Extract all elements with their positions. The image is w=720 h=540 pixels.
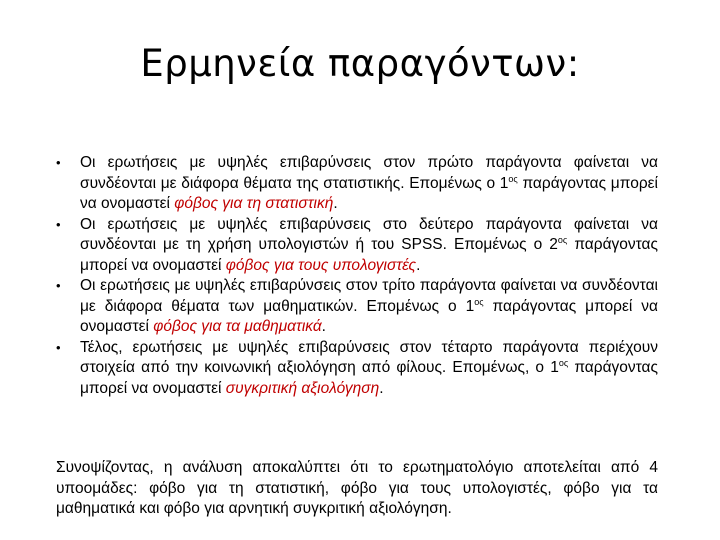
ordinal-suffix: ος: [474, 296, 484, 307]
bullet-text-continued: παράγοντας μπορεί να ονομαστεί: [80, 236, 658, 274]
ordinal-suffix: ος: [508, 173, 518, 184]
bullet-text-continued: παράγοντας μπορεί να ονομαστεί: [80, 174, 658, 212]
bullet-period: .: [333, 195, 338, 212]
slide-title: Ερμηνεία παραγόντων:: [140, 42, 580, 85]
bullet-dot: •: [56, 155, 61, 170]
bullet-item-3: [56, 276, 658, 338]
summary-paragraph: Συνοψίζοντας, η ανάλυση αποκαλύπτει ότι το ερωτηματολόγιο αποτελείται από 4 υποομάδες: φόβο για τη στατιστική, φόβο για τους υπολογιστές, φόβο για τα μαθηματικά και φόβο για αρνητική συγκριτική αξιολόγηση.: [56, 459, 658, 517]
factor-name-highlight: συγκριτική αξιολόγηση: [225, 379, 380, 397]
bullet-dot: •: [56, 339, 61, 355]
factor-name-highlight: φόβος για τη στατιστική: [174, 195, 334, 212]
bullet-period: .: [321, 318, 326, 335]
bullet-period: .: [416, 256, 421, 274]
bullet-period: .: [379, 379, 384, 397]
ordinal-suffix: ος: [557, 235, 568, 245]
bullet-item-1: [56, 153, 658, 215]
bullet-item-4: [56, 338, 658, 400]
bullet-dot: •: [56, 216, 61, 232]
bullet-text: Οι ερωτήσεις με υψηλές επιβαρύνσεις στο δεύτερο παράγοντα φαίνεται να συνδέονται με τη χρήση υπολογιστών ή του SPSS. Επομένως ο 2: [80, 215, 658, 253]
factor-name-highlight: φόβος για τους υπολογιστές: [225, 256, 417, 274]
bullet-item-2: [56, 215, 658, 277]
bullet-text: Οι ερωτήσεις με υψηλές επιβαρύνσεις στον τρίτο παράγοντα φαίνεται να συνδέονται με διάφορα θέματα των μαθηματικών. Επομένως ο 1: [80, 277, 658, 315]
bullet-text-continued: παράγοντας μπορεί να ονομαστεί: [80, 297, 659, 335]
bullet-dot: •: [56, 278, 61, 293]
bullet-text: Τέλος, ερωτήσεις με υψηλές επιβαρύνσεις στον τέταρτο παράγοντα περιέχουν στοιχεία από την κοινωνική αξιολόγηση από φίλους. Επομένως, ο 1: [80, 338, 658, 376]
ordinal-suffix: ος: [558, 358, 569, 368]
bullet-list: [56, 153, 658, 399]
factor-name-highlight: φόβος για τα μαθηματικά: [153, 318, 322, 335]
bullet-text-continued: παράγοντας μπορεί να ονομαστεί: [80, 359, 658, 397]
bullet-text: Οι ερωτήσεις με υψηλές επιβαρύνσεις στον πρώτο παράγοντα φαίνεται να συνδέονται με διάφορα θέματα της στατιστικής. Επομένως ο 1: [80, 154, 658, 192]
